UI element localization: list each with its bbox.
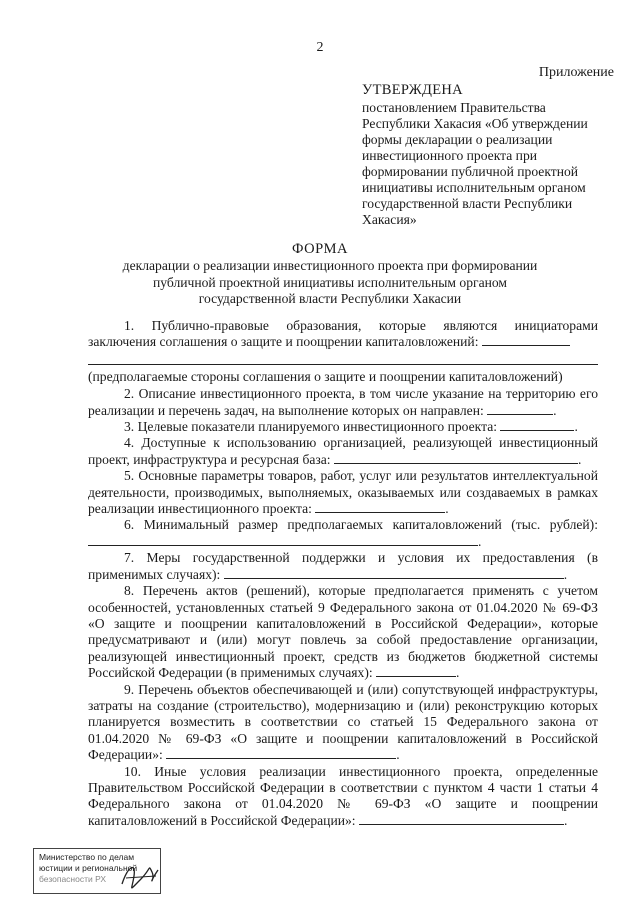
item-10: 10. Иные условия реализации инвестиционного проекта, определенные Правительством Российской Федерации в соответствии с пунктом 4 части 1 статьи 4 Федерального закона от 01.04.2020 № 69-ФЗ «О защите и поощрении капиталовложений в Российской Федерации»: . <box>88 763 598 828</box>
document-body <box>88 318 598 829</box>
blank-line[interactable] <box>315 502 445 513</box>
item-2: 2. Описание инвестиционного проекта, в том числе указание на территорию его реализации и перечень задач, на выполнение которых он направлен: . <box>88 386 598 418</box>
blank-line[interactable] <box>166 748 396 759</box>
item-4: 4. Доступные к использованию организацией, реализующей инвестиционный проект, инфраструктура и ресурсная база: . <box>88 435 598 467</box>
approval-heading: УТВЕРЖДЕНА <box>362 82 463 98</box>
blank-line[interactable] <box>88 351 598 365</box>
blank-line[interactable] <box>482 335 570 346</box>
item-1: 1. Публично-правовые образования, которые являются инициаторами заключения соглашения о защите и поощрении капиталовложений: <box>88 318 598 350</box>
item-3: 3. Целевые показатели планируемого инвестиционного проекта: . <box>124 419 578 435</box>
item-1-note: (предполагаемые стороны соглашения о защите и поощрении капиталовложений) <box>88 368 563 384</box>
blank-line[interactable] <box>487 404 553 415</box>
item-5: 5. Основные параметры товаров, работ, услуг или результатов интеллектуальной деятельности, производимых, выполняемых, оказываемых или создаваемых в рамках реализации инвестиционного проекта: . <box>88 468 598 517</box>
blank-line[interactable] <box>359 814 564 825</box>
registration-stamp: Министерство по делам юстиции и региональной безопасности РХ <box>33 848 161 894</box>
blank-line[interactable] <box>376 666 456 677</box>
page-number: 2 <box>316 40 324 55</box>
blank-line[interactable] <box>88 535 478 546</box>
appendix-label: Приложение <box>538 65 614 80</box>
approval-text: постановлением Правительства Республики Хакасия «Об утверждении формы декларации о реализации инвестиционного проекта при формировании публичной проектной инициативы исполнительным органом государственной власти Республики Хакасия» <box>362 100 588 227</box>
blank-line[interactable] <box>500 420 574 431</box>
form-subtitle: декларации о реализации инвестиционного проекта при формировании публичной проектной инициативы исполнительным органом государственной власти Республики Хакасии <box>122 258 538 306</box>
blank-line[interactable] <box>224 568 564 579</box>
item-9: 9. Перечень объектов обеспечивающей и (или) сопутствующей инфраструктуры, затраты на создание (строительство), модернизацию и (или) реконструкцию которых планируется возместить в соответствии со статьей 15 Федерального закона от 01.04.2020 № 69-ФЗ «О защите и поощрении капиталовложений в Российской Федерации»: . <box>88 681 598 763</box>
blank-line[interactable] <box>334 453 578 464</box>
item-7: 7. Меры государственной поддержки и условия их предоставления (в применимых случаях): . <box>88 550 598 582</box>
approval-block <box>362 82 612 228</box>
form-title: ФОРМА <box>291 241 349 257</box>
item-6: 6. Минимальный размер предполагаемых капиталовложений (тыс. рублей): . <box>88 517 598 550</box>
item-8: 8. Перечень актов (решений), которые предполагается применять с учетом особенностей, установленных статьей 9 Федерального закона от 01.04.2020 № 69-ФЗ «О защите и поощрении капиталовложений в Российской Федерации», которые предусматривают и (или) могут повлечь за собой предоставление организации, реализующей инвестиционный проект, средств из бюджетов бюджетной системы Российской Федерации (в применимых случаях): . <box>88 583 598 681</box>
signature-icon <box>118 858 162 894</box>
